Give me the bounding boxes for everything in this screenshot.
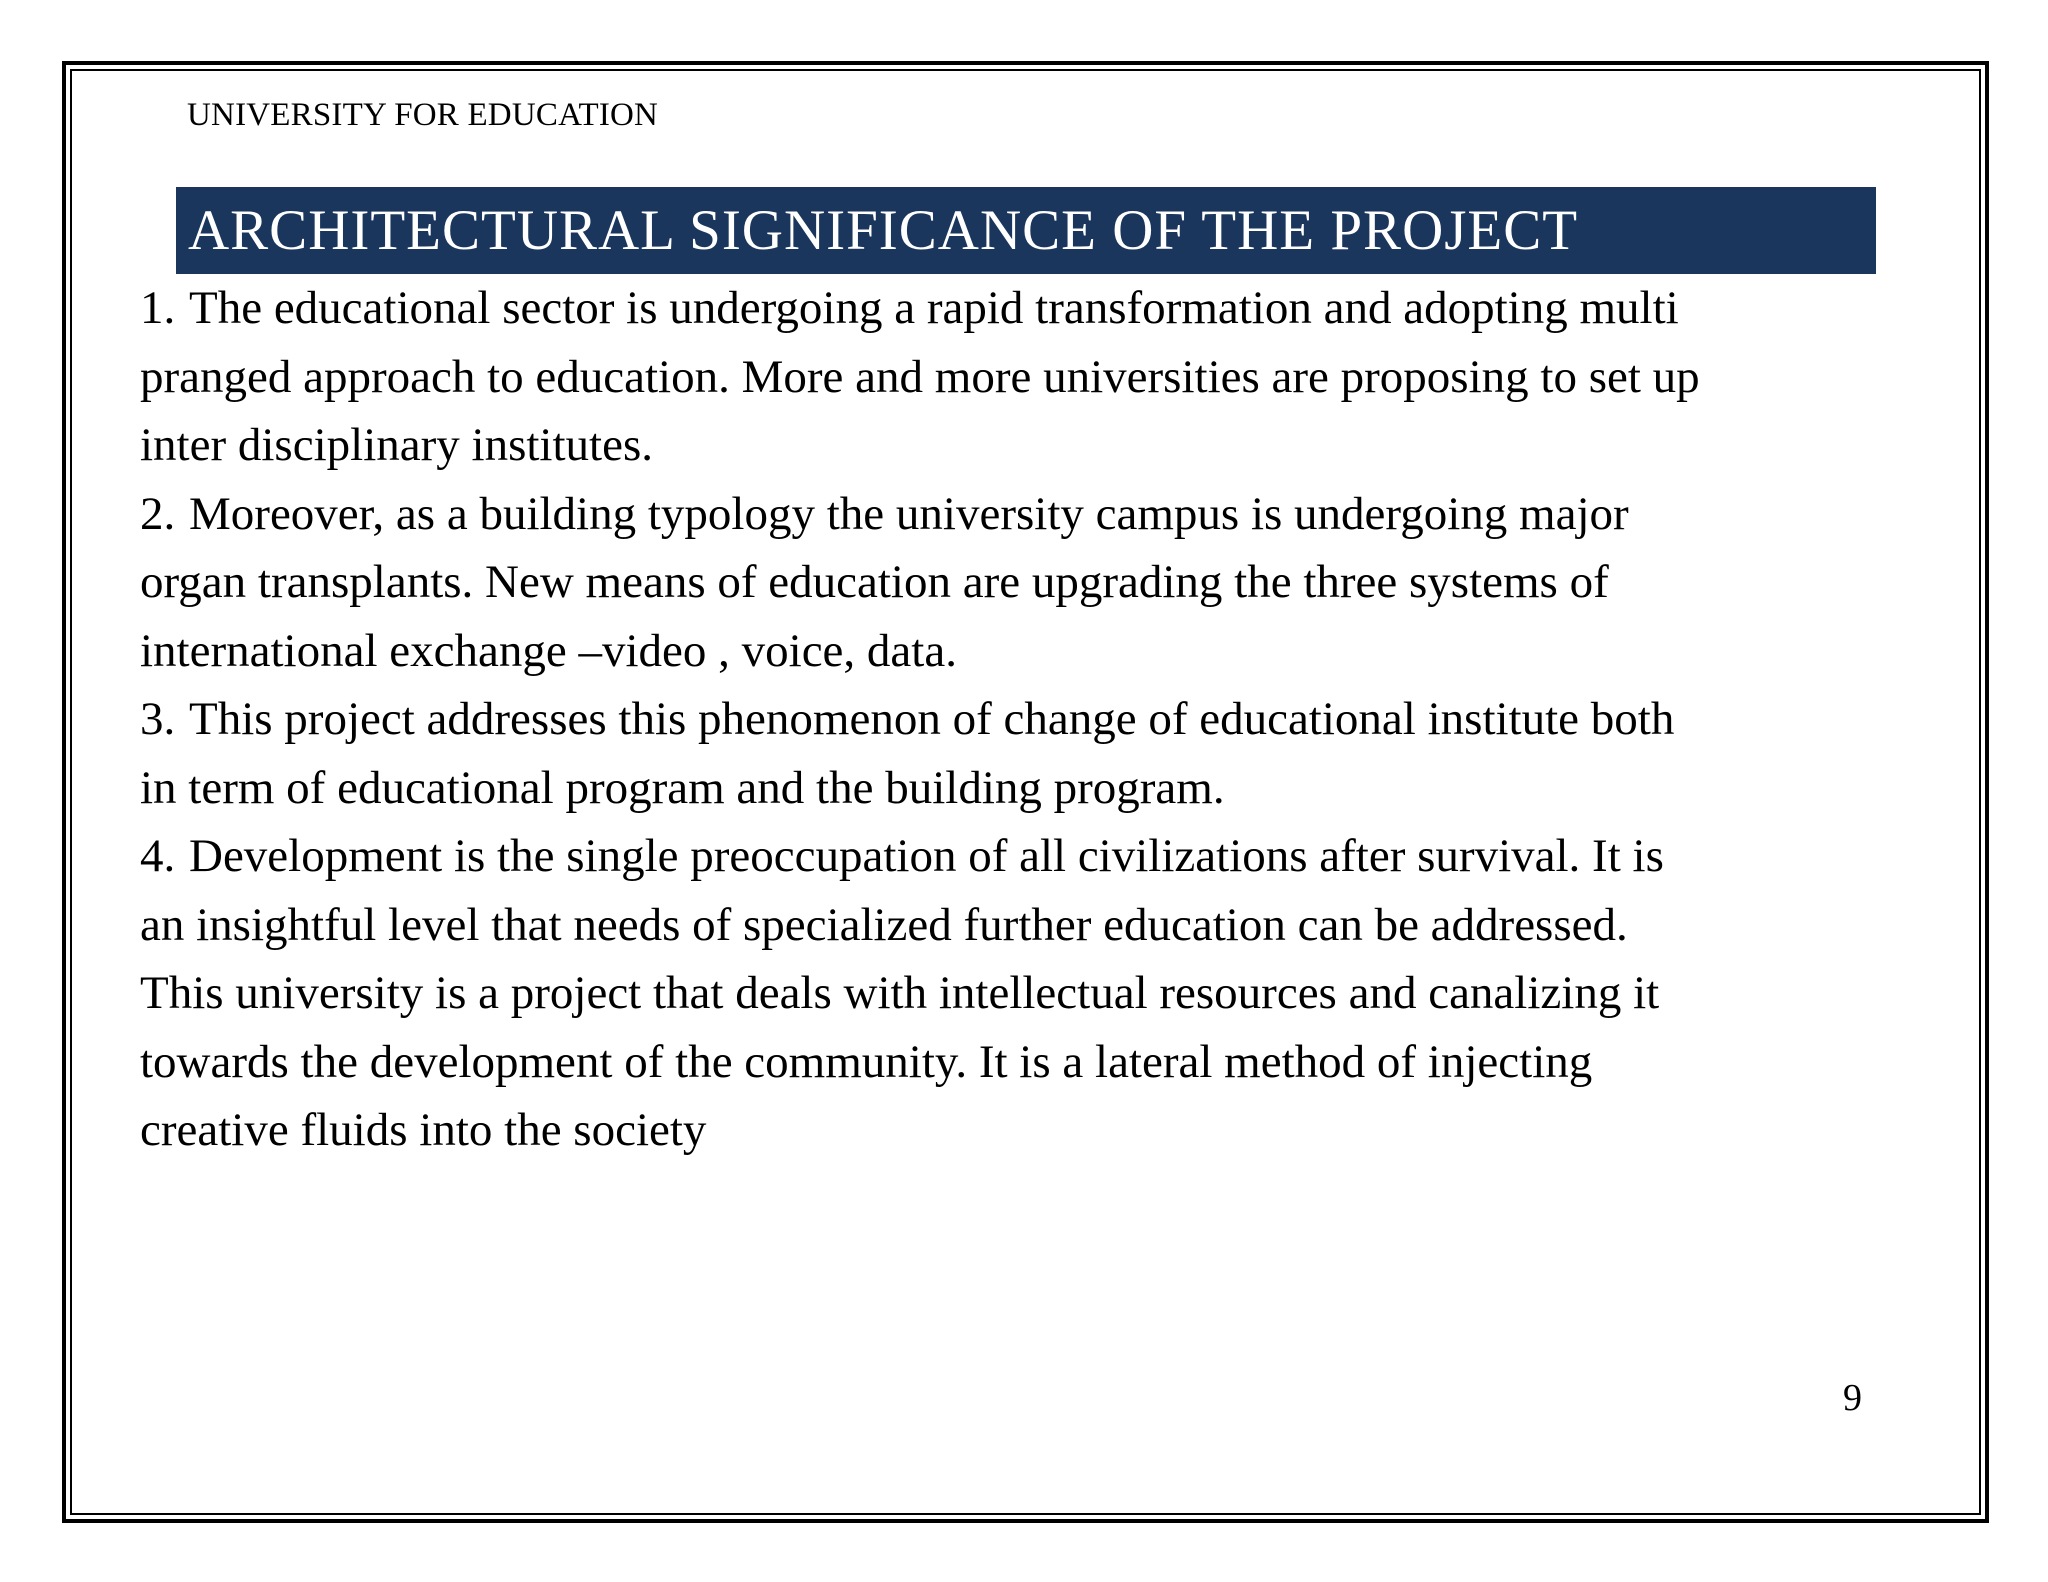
point-2-line-1 — [140, 480, 1880, 549]
point-2-number: 2. — [140, 487, 176, 540]
point-3-text: This project addresses this phenomenon of change of educational institute both — [189, 693, 1675, 745]
point-4-line-4: towards the development of the community. It is a lateral method of injecting — [140, 1035, 1593, 1088]
point-3-line-1 — [140, 685, 1880, 754]
point-4-text: Development is the single preoccupation of all civilizations after survival. It is — [189, 830, 1664, 882]
page-title: ARCHITECTURAL SIGNIFICANCE OF THE PROJECT — [188, 199, 1579, 262]
point-1-line-3: inter disciplinary institutes. — [140, 419, 654, 471]
page-number: 9 — [1843, 1377, 1862, 1419]
point-4-number: 4. — [140, 830, 176, 882]
title-banner — [176, 187, 1876, 274]
header-label: UNIVERSITY FOR EDUCATION — [187, 97, 659, 133]
body-text — [140, 274, 1880, 1165]
point-2-text: Moreover, as a building typology the university campus is undergoing major — [189, 487, 1629, 540]
point-4-line-3: This university is a project that deals with intellectual resources and canalizing it — [140, 967, 1660, 1019]
point-4-line-1 — [140, 822, 1880, 891]
point-4-line-5: creative fluids into the society — [140, 1104, 707, 1156]
point-1-number: 1. — [140, 282, 176, 334]
point-2-line-2: organ transplants. New means of education are upgrading the three systems of — [140, 556, 1609, 608]
point-1-line-1 — [140, 274, 1880, 343]
point-1-text: The educational sector is undergoing a rapid transformation and adopting multi — [189, 282, 1679, 334]
point-1-line-2: pranged approach to education. More and more universities are proposing to set up — [140, 350, 1700, 403]
point-3-number: 3. — [140, 693, 176, 745]
point-2-line-3: international exchange –video , voice, data. — [140, 624, 957, 677]
point-3-line-2: in term of educational program and the building program. — [140, 761, 1225, 814]
point-4-line-2: an insightful level that needs of specialized further education can be addressed. — [140, 898, 1628, 951]
